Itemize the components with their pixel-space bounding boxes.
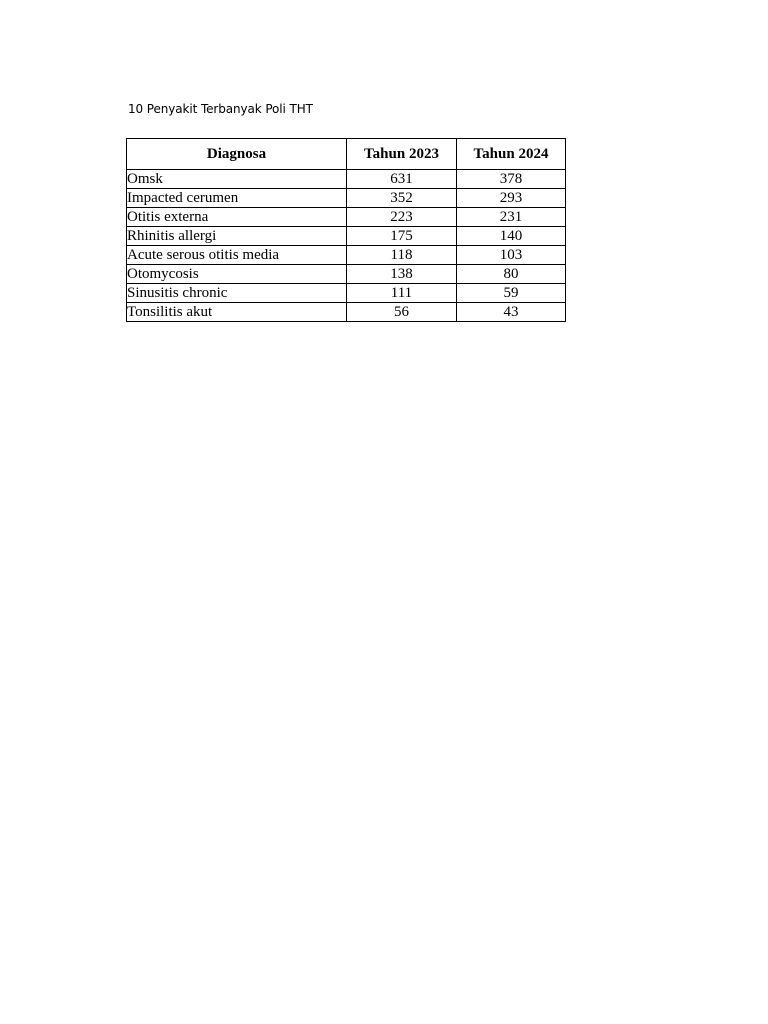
cell-tahun-2023: 223 [347,208,457,227]
cell-tahun-2023: 631 [347,170,457,189]
table-row [127,303,566,322]
table-row [127,265,566,284]
cell-tahun-2024: 59 [457,284,566,303]
cell-diagnosa: Otitis externa [127,208,347,227]
cell-diagnosa: Rhinitis allergi [127,227,347,246]
cell-diagnosa: Sinusitis chronic [127,284,347,303]
table-row [127,189,566,208]
cell-tahun-2024: 103 [457,246,566,265]
cell-tahun-2023: 56 [347,303,457,322]
cell-diagnosa: Omsk [127,170,347,189]
cell-diagnosa: Tonsilitis akut [127,303,347,322]
cell-tahun-2024: 80 [457,265,566,284]
table-row [127,246,566,265]
cell-diagnosa: Acute serous otitis media [127,246,347,265]
cell-tahun-2023: 118 [347,246,457,265]
cell-tahun-2023: 138 [347,265,457,284]
cell-tahun-2024: 231 [457,208,566,227]
table-row [127,227,566,246]
cell-tahun-2023: 352 [347,189,457,208]
cell-diagnosa: Otomycosis [127,265,347,284]
table-row [127,170,566,189]
cell-tahun-2023: 111 [347,284,457,303]
cell-tahun-2023: 175 [347,227,457,246]
table-header-row [127,139,566,170]
header-diagnosa: Diagnosa [127,139,347,170]
header-tahun-2024: Tahun 2024 [457,139,566,170]
cell-tahun-2024: 378 [457,170,566,189]
cell-tahun-2024: 43 [457,303,566,322]
disease-table [126,138,566,322]
document-title: 10 Penyakit Terbanyak Poli THT [128,102,313,116]
cell-tahun-2024: 140 [457,227,566,246]
header-tahun-2023: Tahun 2023 [347,139,457,170]
cell-tahun-2024: 293 [457,189,566,208]
cell-diagnosa: Impacted cerumen [127,189,347,208]
table-row [127,284,566,303]
table-row [127,208,566,227]
